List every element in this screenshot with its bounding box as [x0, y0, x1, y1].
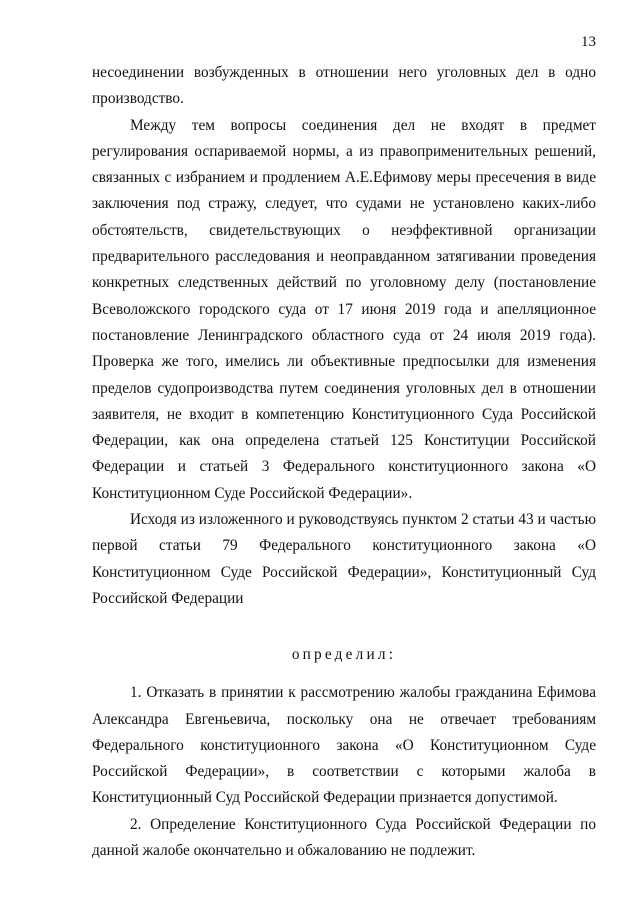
document-body: [92, 60, 596, 864]
paragraph-reasoning: Между тем вопросы соединения дел не входят в предмет регулирования оспариваемой нормы, а из правоприменительных решений, связанных с избранием и продлением А.Е.Ефимову меры пресечения в виде заключения под стражу, следует, что судами не установлено каких-либо обстоятельств, свидетельствующих о неэффективной организации предварительного расследования и неоправданном затягивании проведения конкретных следственных действий по уголовному делу (постановление Всеволожского городского суда от 17 июня 2019 года и апелляционное постановление Ленинградского областного суда от 24 июля 2019 года). Проверка же того, имелись ли объективные предпосылки для изменения пределов судопроизводства путем соединения уголовных дел в отношении заявителя, не входит в компетенцию Конституционного Суда Российской Федерации, как она определена статьей 125 Конституции Российской Федерации и статьей 3 Федерального конституционного закона «О Конституционном Суде Российской Федерации».: [92, 116, 596, 502]
resolution-item-1: 1. Отказать в принятии к рассмотрению жалобы гражданина Ефимова Александра Евгеньевича, поскольку она не отвечает требованиям Федерального конституционного закона «О Конституционном Суде Российской Федерации», в соответствии с которыми жалоба в Конституционный Суд Российской Федерации признается допустимой.: [92, 684, 596, 807]
ruling-heading: определил:: [291, 646, 397, 664]
paragraph-grounds: Исходя из изложенного и руководствуясь пунктом 2 статьи 43 и частью первой статьи 79 Федерального конституционного закона «О Конституционном Суде Российской Федерации», Конституционный Суд Российской Федерации: [92, 511, 596, 607]
page-number: 13: [581, 34, 596, 50]
resolution-item-2: 2. Определение Конституционного Суда Российской Федерации по данной жалобе окончательно и обжалованию не подлежит.: [92, 815, 596, 860]
paragraph-continuation: несоединении возбужденных в отношении него уголовных дел в одно производство.: [92, 64, 596, 108]
